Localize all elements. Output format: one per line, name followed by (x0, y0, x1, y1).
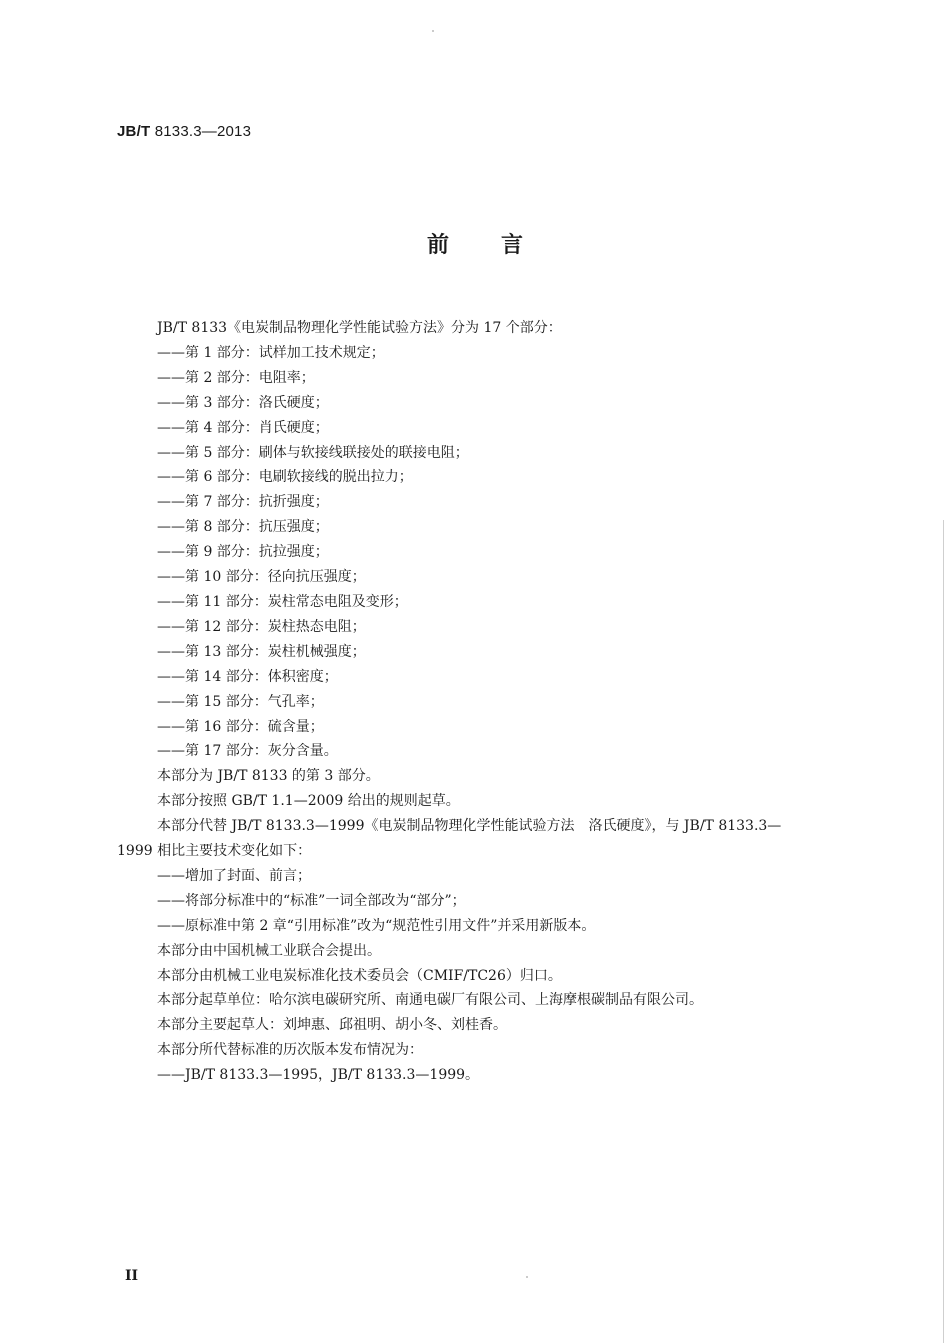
document-code (117, 123, 251, 140)
scan-page-edge (943, 520, 944, 1343)
part-list-item: ——第 17 部分：灰分含量。 (157, 743, 338, 760)
change-list-item: ——将部分标准中的“标准”一词全部改为“部分”； (157, 892, 466, 909)
proposed-by-statement: 本部分由中国机械工业联合会提出。 (157, 942, 381, 959)
intro-paragraph: JB/T 8133《电炭制品物理化学性能试验方法》分为 17 个部分： (157, 320, 562, 336)
part-list-item: ——第 14 部分：体积密度； (157, 668, 338, 685)
part-list-item: ——第 1 部分：试样加工技术规定； (157, 344, 385, 361)
document-code-prefix: JB/T (117, 123, 151, 140)
document-code-number: 8133.3—2013 (154, 123, 252, 140)
page-title: 前言 (426, 233, 575, 258)
part-list-item: ——第 8 部分：抗压强度； (157, 519, 329, 536)
change-list-item: ——原标准中第 2 章“引用标准”改为“规范性引用文件”并采用新版本。 (157, 917, 596, 934)
history-intro-statement: 本部分所代替标准的历次版本发布情况为： (157, 1042, 423, 1059)
part-list-item: ——第 12 部分：炭柱热态电阻； (157, 618, 366, 635)
part-list-item: ——第 7 部分：抗折强度； (157, 494, 329, 511)
history-list-item: ——JB/T 8133.3—1995，JB/T 8133.3—1999。 (157, 1067, 480, 1084)
part-list-item: ——第 5 部分：刷体与软接线联接处的联接电阻； (157, 444, 469, 461)
drafters-statement: 本部分主要起草人：刘坤惠、邱祖明、胡小冬、刘桂香。 (157, 1017, 507, 1034)
part-list-item: ——第 3 部分：洛氏硬度； (157, 394, 329, 411)
scan-speck (432, 30, 434, 32)
part-list-item: ——第 16 部分：硫含量； (157, 718, 324, 735)
part-list-item: ——第 15 部分：气孔率； (157, 693, 324, 710)
drafting-units-statement: 本部分起草单位：哈尔滨电碳研究所、南通电碳厂有限公司、上海摩根碳制品有限公司。 (157, 992, 703, 1009)
scan-speck (526, 1276, 528, 1278)
part-list-item: ——第 2 部分：电阻率； (157, 369, 315, 386)
page-number: II (125, 1268, 139, 1284)
part-list-item: ——第 9 部分：抗拉强度； (157, 544, 329, 561)
part-list-item: ——第 10 部分：径向抗压强度； (157, 569, 366, 586)
replaces-statement-line-1: 本部分代替 JB/T 8133.3—1999《电炭制品物理化学性能试验方法 洛氏硬度》，与 JB/T 8133.3— (157, 818, 782, 835)
part-of-statement: 本部分为 JB/T 8133 的第 3 部分。 (157, 768, 380, 785)
part-list-item: ——第 4 部分：肖氏硬度； (157, 419, 329, 436)
replaces-statement-line-2: 1999 相比主要技术变化如下： (117, 843, 312, 860)
foreword-body (117, 316, 877, 1088)
part-list-item: ——第 6 部分：电刷软接线的脱出拉力； (157, 469, 413, 486)
managed-by-statement: 本部分由机械工业电炭标准化技术委员会（CMIF/TC26）归口。 (157, 967, 562, 984)
part-list-item: ——第 13 部分：炭柱机械强度； (157, 643, 366, 660)
part-list-item: ——第 11 部分：炭柱常态电阻及变形； (157, 593, 408, 610)
drafting-rules-statement: 本部分按照 GB/T 1.1—2009 给出的规则起草。 (157, 793, 460, 810)
change-list-item: ——增加了封面、前言； (157, 867, 311, 884)
